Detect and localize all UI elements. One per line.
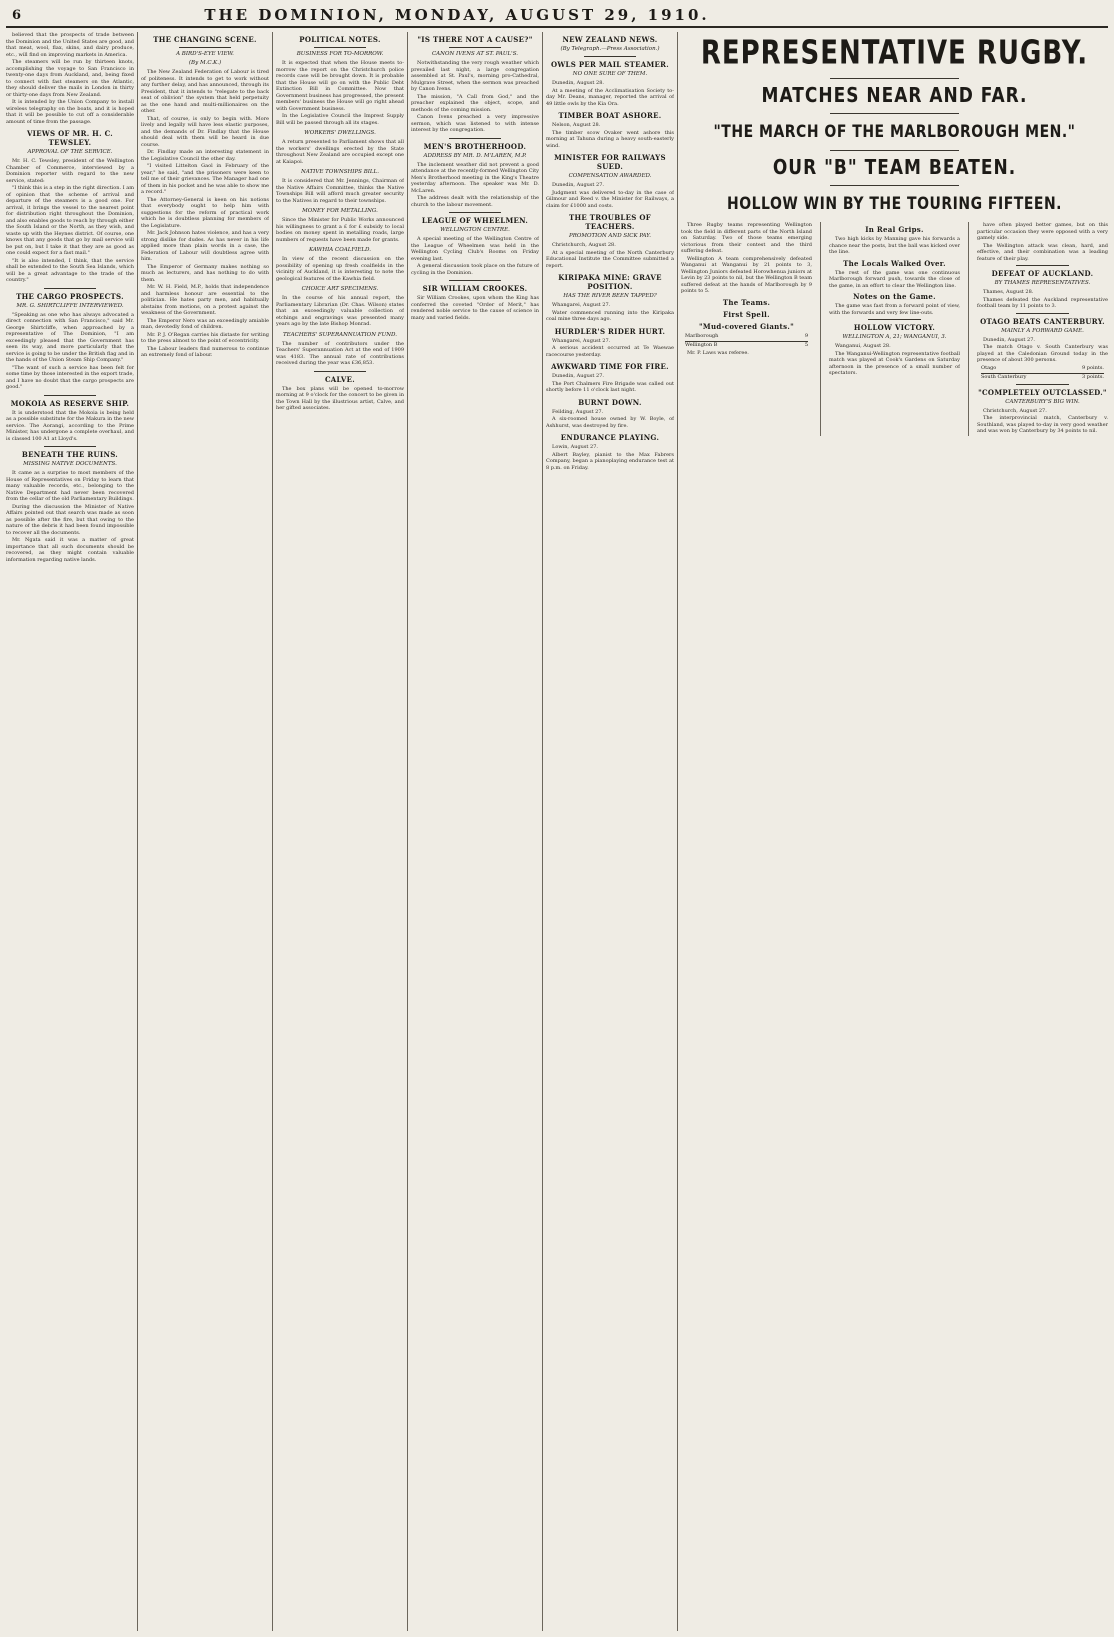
paragraph: Nelson, August 28. <box>552 122 601 128</box>
paragraph: Christchurch, August 27. <box>983 407 1047 414</box>
paragraph: Thames defeated the Auckland representative football team by 11 points to 3. <box>977 296 1108 309</box>
score-line <box>685 341 808 349</box>
article-subhead: MAINLY A FORWARD GAME. <box>1001 327 1084 334</box>
paragraph: Mr. P. J. O'Regan carries his distaste for writing to the press almost to the point of eccentricity. <box>141 331 269 344</box>
score-line <box>981 373 1104 381</box>
article-kiripaka <box>546 273 674 323</box>
article-subhead: A BIRD'S-EYE VIEW. <box>176 51 234 57</box>
divider <box>179 47 230 48</box>
article-subhead: MISSING NATIVE DOCUMENTS. <box>23 461 117 467</box>
paragraph: The Emperor of Germany makes nothing so much as lecturers, and has nothing to do with them. <box>141 263 269 283</box>
article-subhead: WELLINGTON CENTRE. <box>440 227 510 233</box>
article-changing-scene <box>141 35 269 359</box>
article-calve <box>276 375 404 412</box>
paragraph: Dunedin, August 27. <box>552 182 604 188</box>
article-subhead: PROMOTION AND SICK PAY. <box>569 233 651 239</box>
article-headline: BENEATH THE RUINS. <box>21 450 119 459</box>
divider <box>44 288 95 289</box>
article-headline: "IS THERE NOT A CAUSE?" <box>417 35 533 44</box>
paragraph: The mission, "A Call from God," and the preacher explained the object, scope, and methods of the coming mission. <box>411 93 539 113</box>
paragraph: Three Rugby teams representing Wellington took the field in different parts of the North Island on Saturday. Two of those teams emerging victorious from their contest and the third suffering defeat. <box>681 222 812 254</box>
article-burnt-down <box>546 398 674 430</box>
divider <box>830 150 958 151</box>
rugby-columns <box>681 222 1108 436</box>
rugby-section <box>681 32 1108 1631</box>
article-headline: "COMPLETELY OUTCLASSED." <box>978 387 1107 397</box>
article-subhead: MONEY FOR METALLING. <box>302 208 378 214</box>
article-owls <box>546 60 674 107</box>
article-is-there-not-a-cause <box>411 35 539 134</box>
divider <box>44 395 95 396</box>
paragraph: "I visited Littelton Gaol in February of the year," he said, "and the prisoners were keen to tell me of their grievances. The Manager had one of them in his pocket and he was able to show me a record." <box>141 163 269 195</box>
paragraph: It is intended by the Union Company to install wireless telegraphy on the boats, and it is hoped that it will be possible to cut off a considerable amount of time from the passage. <box>6 99 134 125</box>
paragraph: Mr. W. H. Field, M.P., holds that independence and harmless honour are essential to the politician. He hates party men, and habitually abstains from motions, on a protest against the weakness of the Government. <box>141 284 269 316</box>
column-rule <box>272 32 273 1631</box>
rugby-headline-block <box>681 32 1108 214</box>
paragraph: A six-roomed house owned by W. Boyle, of Ashhurst, was destroyed by fire. <box>546 416 674 429</box>
article-art-specimens <box>276 286 404 328</box>
divider <box>1016 313 1068 314</box>
section-headline: In Real Grips. <box>865 225 924 234</box>
divider <box>584 56 635 57</box>
paragraph: Wanganui, August 28. <box>835 343 891 349</box>
paragraph: The Attorney-General is keen on his notions that everybody ought to help him with suggestions for the reform of practical work which he is doubtless planning for members of the Legislature. <box>141 196 269 229</box>
rugby-subheadline: HOLLOW WIN BY THE TOURING FIFTEEN. <box>727 194 1062 214</box>
paragraph: Mr. Ngata said it was a matter of great importance that all such documents should be recovered, as they might contain valuable information regarding native lands. <box>6 537 134 563</box>
article-headline: THE CHANGING SCENE. <box>153 35 257 44</box>
score-line <box>685 333 808 340</box>
article-headline: DEFEAT OF AUCKLAND. <box>991 269 1094 278</box>
column-5 <box>546 32 674 1631</box>
paragraph: "The want of such a service has been felt for some time by those interested in the export trade, and I have no doubt that the cargo prospects are good." <box>6 364 134 390</box>
paragraph: Albert Bayley, pianist to the Max Fabrers Company, began a pianoplaying endurance test at 8 p.m. on Friday. <box>546 451 674 471</box>
article-railways-sued <box>546 153 674 209</box>
article-kawhia <box>276 247 404 282</box>
divider <box>1016 265 1068 266</box>
article-subhead: MR. G. SHIRTCLIFFE INTERVIEWED. <box>16 302 124 309</box>
score-line <box>981 365 1104 372</box>
article-mokoia <box>6 399 134 443</box>
rugby-subheadline: OUR "B" TEAM BEATEN. <box>772 156 1017 180</box>
paragraph: Dunedin, August 27. <box>983 336 1035 343</box>
paragraph: That, of course, is only to begin with. More lively and legally will have less elastic purposes, and the demands of Dr. Findlay that the House should deal with them will be heard in due course. <box>141 115 269 148</box>
paragraph: Whangarei, August 27. <box>552 337 611 344</box>
section-headline: First Spell. <box>723 309 770 319</box>
article-headline: MINISTER FOR RAILWAYS SUED. <box>554 153 666 171</box>
section-headline: The Teams. <box>722 297 771 307</box>
paragraph: The Port Chalmers Fire Brigade was called out shortly before 11 o'clock last night. <box>546 380 674 393</box>
article-subhead: WELLINGTON A, 21; WANGANUI, 3. <box>842 334 947 340</box>
article-political-notes <box>276 35 404 126</box>
section-headline: "Mud-covered Giants." <box>698 321 795 331</box>
paragraph: believed that the prospects of trade between the Dominion and the United States are good, and that meat, wool, flax, skins, and dairy produce, etc., will find on improving markets in America. <box>6 32 134 58</box>
divider <box>449 280 500 281</box>
rugby-subheadline: "THE MARCH OF THE MARLBOROUGH MEN." <box>713 122 1076 142</box>
divider <box>314 371 365 372</box>
section-subhead: (By Telegraph.—Press Association.) <box>560 46 660 52</box>
paragraph: "I think this is a step in the right direction. I am of opinion that the scheme of arrival and departure of the steamers is a good one. For arrival, it brings the vessel to the nearest point for distribution right throughout the Dominion, and also enables goods to reach by through either the South Island or the North, as they wish, and waste up with the Heynes district. Of course, one knows that any goods that go by mail service will be put on, but I take it that they are as good as one could expect for a fast mail." <box>6 185 134 256</box>
paragraph: Water commenced running into the Kiripaka coal mine three days ago. <box>546 309 674 322</box>
article-headline: OWLS PER MAIL STEAMER. <box>550 60 669 69</box>
article-crookes <box>411 284 539 321</box>
divider <box>830 113 958 114</box>
team-points: 9 points. <box>1082 364 1104 371</box>
column-rule <box>137 32 138 1631</box>
rugby-subheadline: MATCHES NEAR AND FAR. <box>761 84 1028 108</box>
article-subhead: NO ONE SURE OF THEM. <box>572 71 648 77</box>
article-headline: VIEWS OF MR. H. C. TEWSLEY. <box>26 129 114 147</box>
column-rule <box>677 32 678 1631</box>
article-subhead: CANON IVENS AT ST. PAUL'S. <box>431 51 519 57</box>
divider <box>868 319 920 320</box>
article-headline: AWKWARD TIME FOR FIRE. <box>551 362 669 371</box>
paragraph: It is considered that Mr. Jennings, Chairman of the Native Affairs Committee, thinks the Native Townships Bill will afford much greater security to the Natives in regard to their townships. <box>276 178 404 204</box>
article-subhead: CANTERBURY'S BIG WIN. <box>1005 398 1080 405</box>
article-headline: MEN'S BROTHERHOOD. <box>423 141 527 151</box>
article-headline: THE CARGO PROSPECTS. <box>16 291 124 301</box>
paragraph: Feilding, August 27. <box>552 408 604 415</box>
paragraph: In view of the recent discussion on the possibility of opening up fresh coalfields in the vicinity of Auckland, it is interesting to note the geological features of the Kawhia field. <box>276 256 404 282</box>
paragraph: Since the Minister for Public Works announced his willingness to grant a £ for £ subsidy to local bodies on money spent in metalling roads, large numbers of requests have been made for grants. <box>276 217 404 243</box>
article-ruins <box>6 450 134 563</box>
paragraph: Dunedin, August 28. <box>552 80 604 86</box>
article-subhead: TEACHERS' SUPERANNUATION FUND. <box>283 331 397 338</box>
article-headline: TIMBER BOAT ASHORE. <box>558 111 662 120</box>
column-2 <box>141 32 269 1631</box>
paragraph: Canon Ivens preached a very impressive sermon, which was listened to with intense interest by the congregation. <box>411 114 539 133</box>
paragraph: The number of contributors under the Teachers' Superannuation Act at the end of 1909 was 4183. The annual rate of contributions received during the year was £36,853. <box>276 340 404 366</box>
article-subhead: NATIVE TOWNSHIPS BILL. <box>301 169 379 175</box>
paragraph: Wellington A team comprehensively defeated Wanganui at Wanganui by 21 points to 3, Wellington Juniors defeated Horowhenua juniors at Levin by 23 points to nil, but the Wellington B team suffered defeat at the hands of Marlborough by 9 points to 5. <box>681 255 812 294</box>
article-hurdler <box>546 327 674 359</box>
article-endurance <box>546 433 674 471</box>
paragraph: The steamers will be run by thirteen knots, accomplishing the voyage to San Francisco in twenty-one days from Auckland, and, being fixed to connect with fast steamers on the Atlantic, they should deliver the mails in London in thirty or thirty-one days from New Zealand. <box>6 59 134 98</box>
paragraph: The Wanganui-Wellington representative football match was played at Cook's Gardens on Saturday afternoon in the presence of a small number of spectators. <box>829 350 960 376</box>
paragraph: Dr. Findlay made an interesting statement in the Legislative Council the other day. <box>141 149 269 162</box>
paragraph: In the course of his annual report, the Parliamentary Librarian (Dr. Chas. Wilson) states that an exceedingly valuable collection of etchings and engravings was presented many years ago by the late Bishop Monrad. <box>276 295 404 327</box>
article-headline: HOLLOW VICTORY. <box>853 323 936 332</box>
masthead <box>6 4 1108 28</box>
paragraph: Two high kicks by Manning gave his forwards a chance near the posts, but the ball was kicked over the line. <box>829 236 960 255</box>
article-headline: THE TROUBLES OF TEACHERS. <box>568 213 652 231</box>
article-headline: HURDLER'S RIDER HURT. <box>554 326 666 336</box>
paragraph: Whangarei, August 27. <box>552 302 611 308</box>
divider <box>830 78 958 79</box>
column-3 <box>276 32 404 1631</box>
rugby-main-headline: REPRESENTATIVE RUGBY. <box>700 34 1089 72</box>
section-headline: The Locals Walked Over. <box>843 258 946 268</box>
team-name: Wellington B <box>685 341 718 348</box>
column-4 <box>411 32 539 1631</box>
paragraph: During the discussion the Minister of Native Affairs pointed out that search was made as soon as possible after the fire, but that owing to the nature of the debris it had been found impossible to recover all the documents. <box>6 503 134 536</box>
column-rule <box>820 222 821 436</box>
article-subhead: KAWHIA COALFIELD. <box>309 247 371 253</box>
paragraph: The Labour leaders find numerous to continue an extremely fond of labour. <box>141 345 269 358</box>
article-teachers <box>546 213 674 269</box>
paragraph: The interprovincial match, Canterbury v. Southland, was played to-day in very good weather and was won by Canterbury by 34 points to nil. <box>977 415 1108 434</box>
paragraph: Mr. H. C. Tewsley, president of the Wellington Chamber of Commerce, interviewed by a Dominion reporter with regard to the new service, stated: <box>6 158 134 184</box>
paragraph: Lowin, August 27. <box>552 444 598 450</box>
article-metalling <box>276 208 404 243</box>
paragraph: A return presented to Parliament shows that all the workers' dwellings erected by the State throughout New Zealand are occupied except one at Kaiapoi. <box>276 139 404 165</box>
column-1 <box>6 32 134 1631</box>
paragraph: The match Otago v. South Canterbury was played at the Caledonian Ground today in the presence of about 300 persons. <box>977 344 1108 363</box>
team-name: South Canterbury <box>981 373 1027 380</box>
article-headline: OTAGO BEATS CANTERBURY. <box>980 316 1105 326</box>
paragraph: In the Legislative Council the Imprest Supply Bill will be passed through all its stages. <box>276 113 404 126</box>
article-subhead: BY THAMES REPRESENTATIVES. <box>994 280 1091 286</box>
article-headline: BURNT DOWN. <box>578 397 642 407</box>
article-native-townships <box>276 169 404 204</box>
paragraph: Notwithstanding the very rough weather which prevailed last night, a large congregation assembled at St. Paul's, morning pro-Cathedral, Mulgrave Street, when the sermon was preached by Canon Ivens. <box>411 60 539 92</box>
page-number: 6 <box>12 7 22 23</box>
paragraph: Thames, August 28. <box>983 289 1034 295</box>
team-name: Marlborough <box>685 332 719 339</box>
paragraph: "It is also intended, I think, that the service shall be extended to the South Sea Islands, which will be a great advantage to the trade of the country." <box>6 257 134 283</box>
paragraph: The New Zealand Federation of Labour is tired of politeness. It intends to get to work without any further delay, and has announced, through its President, that it intends to "relegate to the back seat of oblivion" the system that held perpetuity as the one hand and multi-millionaires on the other. <box>141 69 269 114</box>
paragraph: The Wellington attack was clean, hard, and effective, and their combination was a leading feature of their play. <box>977 242 1108 262</box>
article-fire <box>546 362 674 394</box>
article-subhead: BUSINESS FOR TO-MORROW. <box>296 51 384 57</box>
paragraph: A serious accident occurred at Te Waewae racecourse yesterday. <box>546 345 674 358</box>
article-subhead: WORKERS' DWELLINGS. <box>304 130 376 136</box>
rugby-column-middle <box>829 222 960 436</box>
column-rule <box>968 222 969 436</box>
article-headline: LEAGUE OF WHEELMEN. <box>421 216 529 225</box>
divider <box>1016 384 1068 385</box>
team-points: 9 <box>804 332 808 339</box>
team-points: 5 <box>804 341 808 348</box>
article-headline: POLITICAL NOTES. <box>299 35 381 44</box>
paragraph: The box plans will be opened to-morrow morning at 9 o'clock for the concert to be given in the Town Hall by the illustrious artist, Calve, and her gifted associates. <box>276 385 404 411</box>
columns <box>6 32 1108 1631</box>
paragraph: have often played better games, but on this particular occasion they were opposed with a very gamely side. <box>977 222 1108 241</box>
article-wheelmen <box>411 216 539 276</box>
divider <box>449 138 500 139</box>
referee-note: Mr. P. Laws was referee. <box>687 349 749 356</box>
paragraph: A special meeting of the Wellington Centre of the League of Wheelmen was held in the Wellington Cycling Club's Rooms on Friday evening last. <box>411 236 539 262</box>
paragraph: It came as a surprise to most members of the House of Representatives on Friday to learn that many valuable records, etc., belonging to the Native Department had never been recovered from the cellar of the old Parliamentary Buildings. <box>6 470 134 502</box>
article-headline: SIR WILLIAM CROOKES. <box>422 284 528 293</box>
paragraph: The inclement weather did not prevent a good attendance at the recently-formed Wellington City Men's Brotherhood meeting in the King's Theatre yesterday afternoon. The speaker was Mr. D. McLaren. <box>411 161 539 194</box>
article-subhead: CHOICE ART SPECIMENS. <box>301 286 379 292</box>
section-headline: NEW ZEALAND NEWS. <box>562 35 658 44</box>
paragraph: At a special meeting of the North Canterbury Educational Institute the Committee submitted a report. <box>546 249 674 269</box>
article-subhead: APPROVAL OF THE SERVICE. <box>27 149 113 155</box>
article-teachers-fund <box>276 332 404 367</box>
divider <box>314 47 365 48</box>
paragraph: "Speaking as one who has always advocated a direct connection with San Francisco," said Mr. George Shirtcliffe, when approached by a representative of The Dominion, "I am exceedingly pleased that the Government has seen its way, and more particularly that the service is going to be under the British flag and in the hands of the Union Steam Ship Company." <box>6 311 134 363</box>
column-rule <box>542 32 543 1631</box>
article-cargo <box>6 292 134 391</box>
paragraph: A general discussion took place on the future of cycling in the Dominion. <box>411 263 539 276</box>
section-headline: Notes on the Game. <box>853 292 936 301</box>
rugby-column-right <box>977 222 1108 436</box>
paragraph: Mr. Jack Johnson hates violence, and has a very strong dislike for dudes. As has never in his life applied more than plain words in a case, the Federation of Labour will doubtless agree with him. <box>141 230 269 262</box>
divider <box>44 446 95 447</box>
paragraph: It is expected that when the House meets to-morrow the report on the Christchurch police records case will be brought down. It is probable that the House will go on with the Public Debt Extinction Bill in Committee. Now that Government business has progressed, the present members' business the House will go right ahead with Government business. <box>276 60 404 112</box>
team-points: 3 points. <box>1082 373 1104 380</box>
article-headline: MOKOIA AS RESERVE SHIP. <box>10 398 130 408</box>
paragraph: Sir William Crookes, upon whom the King has conferred the coveted "Order of Merit," has rendered noble service to the cause of science in many and varied fields. <box>411 295 539 321</box>
article-timber-boat <box>546 111 674 149</box>
paragraph: The rest of the game was one continuous Marlborough forward push, towards the close of the game, in an effort to clear the Wellington line. <box>829 269 960 289</box>
paragraph: It is understood that the Mokoia is being held as a possible substitute for the Makura in the new service. The Aorangi, according to the Prime Minister, has undergone a complete overhaul, and is classed 100 A1 at Lloyd's. <box>6 409 134 442</box>
paragraph: The timber scow Ovaker went ashore this morning at Tahuna during a heavy south-easterly wind. <box>546 129 674 149</box>
paragraph: Christchurch, August 28. <box>552 242 616 248</box>
paragraph: The Emperor Nero was an exceedingly amiable man, devotedly fond of children. <box>141 317 269 330</box>
divider <box>449 47 500 48</box>
paragraph: Dunedin, August 27. <box>552 373 604 379</box>
article-headline: ENDURANCE PLAYING. <box>560 433 660 442</box>
article-subhead: HAS THE RIVER BEEN TAPPED? <box>563 293 657 299</box>
paragraph: The game was fast from a forward point of view, with the forwards and very few line-outs. <box>829 303 960 316</box>
article-workers-dwellings <box>276 130 404 165</box>
paragraph: At a meeting of the Acclimatisation Society to-day Mr. Deans, manager, reported the arrival of 49 little owls by the Kia Ora. <box>546 87 674 107</box>
article-byline: (By M.C.K.) <box>188 60 222 66</box>
paragraph: Judgment was delivered to-day in the case of Gilmour and Reed v. the Minister for Railways, a claim for £1000 and costs. <box>546 189 674 209</box>
rugby-column-left <box>681 222 812 436</box>
article-headline: CALVE. <box>324 374 356 384</box>
article-subhead: COMPENSATION AWARDED. <box>568 173 652 179</box>
article-brotherhood <box>411 142 539 209</box>
article-subhead: ADDRESS BY MR. D. M'LAREN, M.P. <box>423 152 527 159</box>
divider <box>449 212 500 213</box>
team-name: Otago <box>981 364 997 371</box>
paragraph: The address dealt with the relationship of the church to the labour movement. <box>411 195 539 208</box>
article-headline: KIRIPAKA MINE: GRAVE POSITION. <box>558 273 662 291</box>
article-tewsley <box>6 129 134 284</box>
column-rule <box>407 32 408 1631</box>
article-continued <box>6 32 134 125</box>
divider <box>830 185 958 186</box>
paper-title: THE DOMINION, MONDAY, AUGUST 29, 1910. <box>204 6 710 24</box>
